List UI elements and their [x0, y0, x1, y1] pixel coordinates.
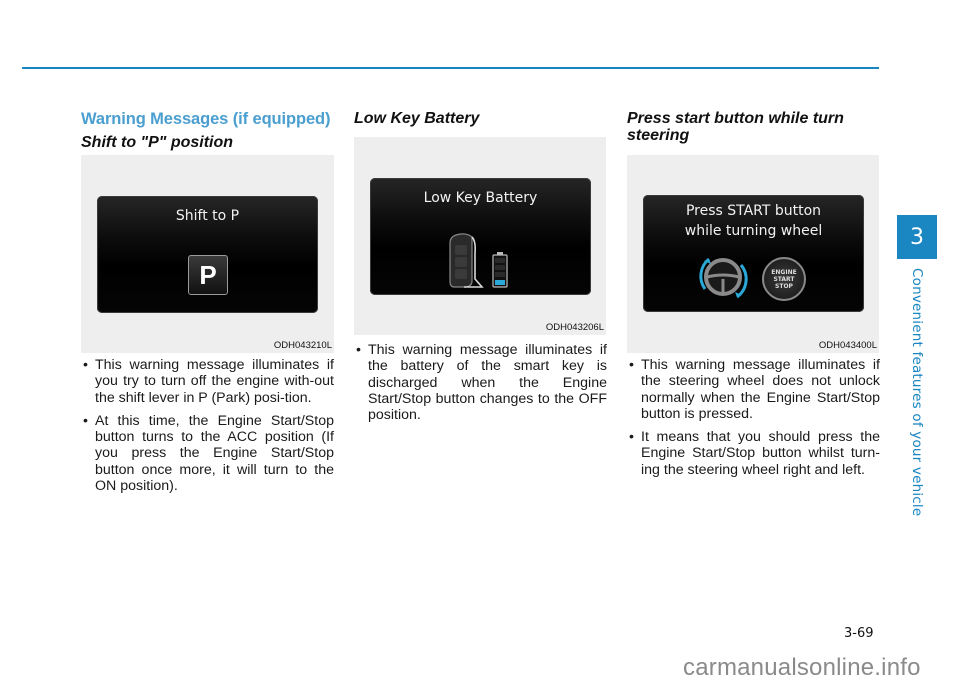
- engine-start-stop-button-icon: [762, 257, 806, 301]
- display-message-line2: while turning wheel: [684, 223, 823, 239]
- display-message: Low Key Battery: [423, 190, 538, 206]
- button-label: START: [773, 275, 795, 283]
- watermark: carmanualsonline.info: [683, 654, 921, 681]
- button-label: STOP: [775, 282, 793, 290]
- cluster-display: [97, 196, 318, 313]
- section-title: Warning Messages (if equipped): [81, 110, 331, 128]
- page-number: 3-69: [844, 626, 874, 641]
- display-message-line1: Press START button: [685, 203, 822, 219]
- figure-shift-to-p: [81, 155, 334, 353]
- cluster-display: [370, 178, 591, 295]
- chapter-title: Convenient features of your vehicle: [909, 268, 925, 517]
- cluster-display: [643, 195, 864, 312]
- steering-wheel-rotate-icon: [695, 253, 751, 301]
- subsection-title-press-start: Press start button while turn steering: [627, 110, 844, 144]
- bullet-list-press-start: [627, 357, 880, 485]
- bullet-item: • At this time, the Engine Start/Stop button turns to the ACC position (If you press the Engine Start/Stop button once more, it will turn to the ON position).: [81, 413, 334, 494]
- figure-press-start: [627, 155, 879, 353]
- figure-code: ODH043400L: [818, 340, 877, 351]
- figure-code: ODH043210L: [273, 340, 332, 351]
- chapter-number: 3: [910, 224, 924, 250]
- button-label: ENGINE: [771, 268, 797, 276]
- bullet-list-low-key-battery: [354, 342, 607, 430]
- subsection-title-low-key-battery: Low Key Battery: [354, 110, 480, 127]
- figure-low-key-battery: [354, 137, 606, 335]
- battery-low-icon: [492, 252, 508, 288]
- smart-key-icon: [448, 233, 484, 289]
- bullet-item: • This warning message illuminates if you try to turn off the engine with-out the shift lever in P (Park) posi-tion.: [81, 357, 334, 406]
- park-gear-icon: [188, 255, 228, 295]
- bullet-item: • This warning message illuminates if the steering wheel does not unlock normally when the Engine Start/Stop button is pressed.: [627, 357, 880, 422]
- subsection-title-shift-to-p: Shift to "P" position: [81, 134, 234, 151]
- figure-code: ODH043206L: [545, 322, 604, 333]
- header-rule: [22, 67, 879, 69]
- display-message: Shift to P: [175, 208, 240, 224]
- bullet-list-shift-to-p: [81, 357, 334, 501]
- bullet-item: • It means that you should press the Engine Start/Stop button whilst turn-ing the steering wheel right and left.: [627, 429, 880, 478]
- chapter-number-tab: [897, 215, 937, 259]
- bullet-item: • This warning message illuminates if the battery of the smart key is discharged when the Engine Start/Stop button changes to the OFF position.: [354, 342, 607, 423]
- gear-letter: P: [199, 259, 217, 290]
